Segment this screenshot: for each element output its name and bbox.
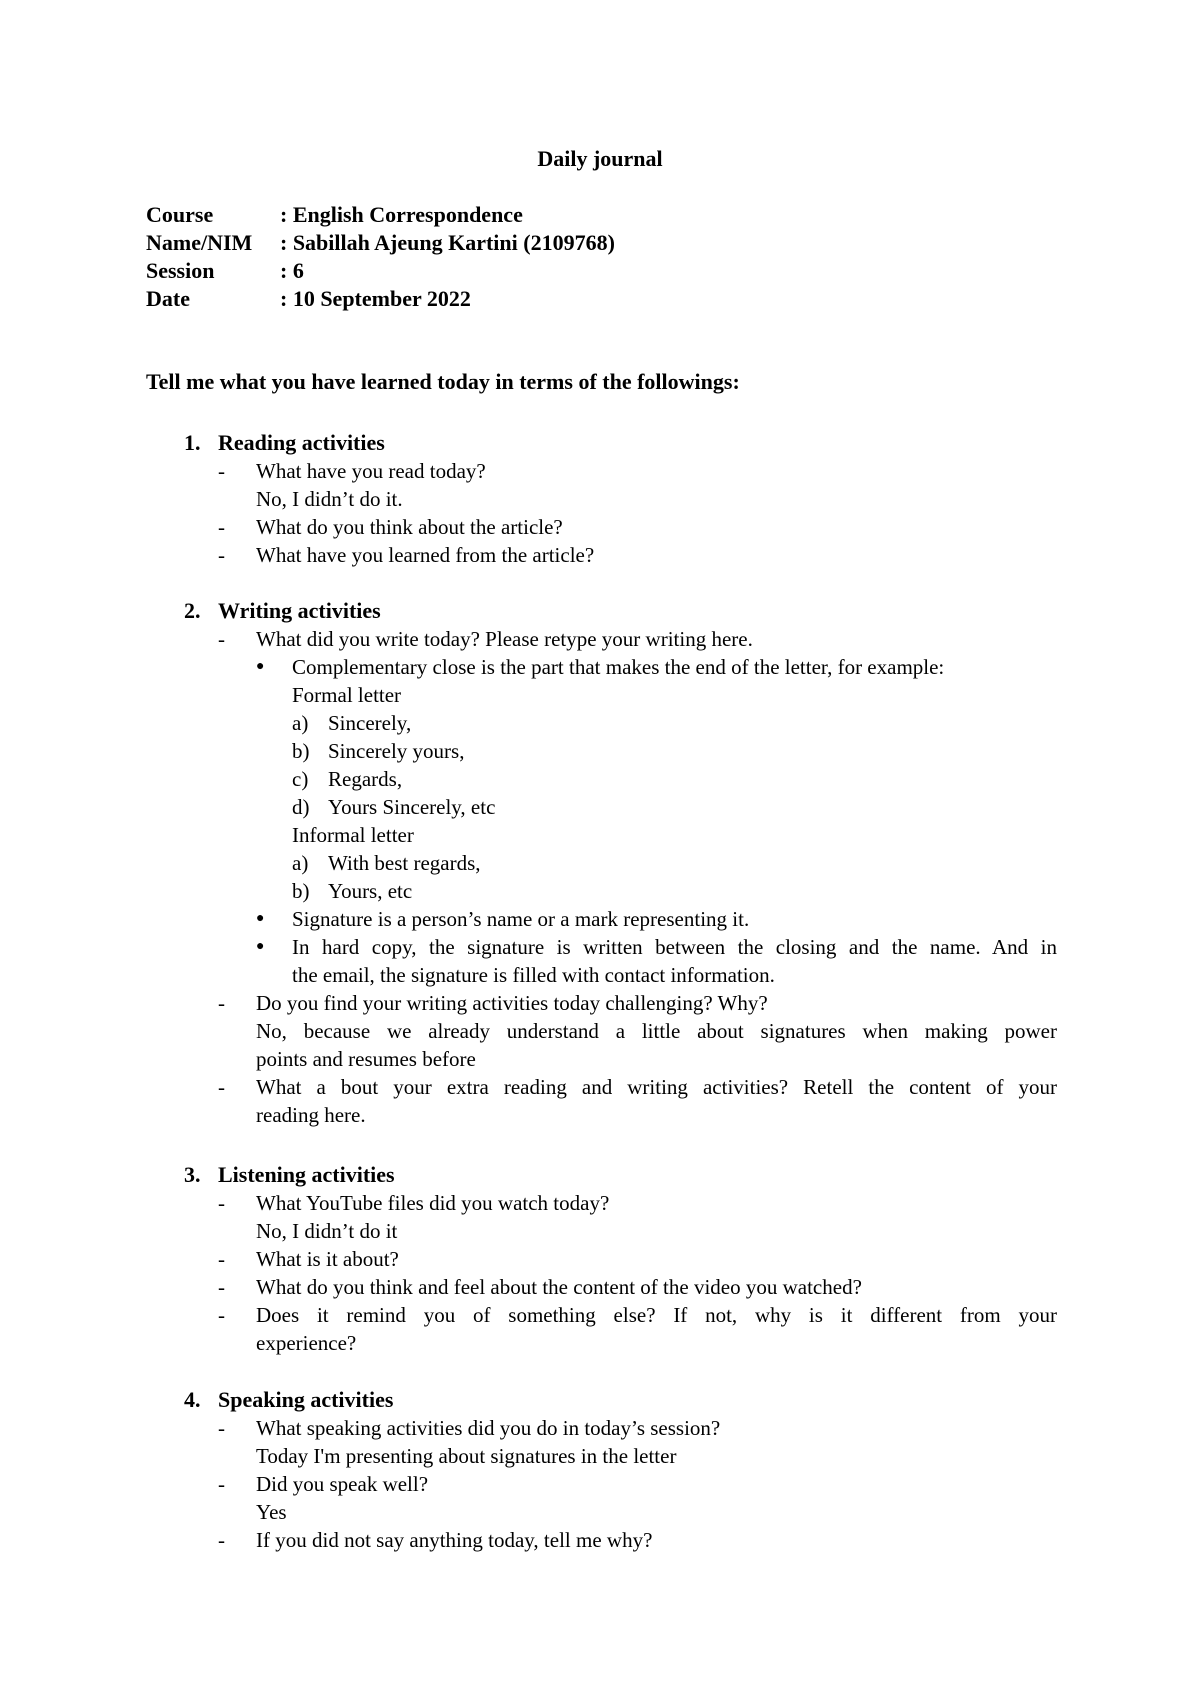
- question-line: [146, 1273, 1066, 1301]
- answer-text: points and resumes before: [256, 1047, 476, 1071]
- answer-line: [146, 1498, 1066, 1526]
- sublist-label-line: [146, 821, 1066, 849]
- sublist-item: [146, 709, 1066, 737]
- bullet-text: the email, the signature is filled with contact information.: [292, 963, 775, 987]
- sublist-mark: b): [292, 879, 310, 903]
- meta-label: Course: [146, 202, 214, 227]
- sublist-mark: a): [292, 711, 309, 735]
- dash-marker: -: [218, 991, 225, 1015]
- sublist-mark: b): [292, 739, 310, 763]
- question-line: [146, 457, 1066, 485]
- section-speaking: [146, 1386, 1066, 1554]
- section-title: Listening activities: [218, 1162, 395, 1187]
- sublist-mark: d): [292, 795, 310, 819]
- answer-text: Yes: [256, 1500, 287, 1524]
- question-continuation: [146, 1101, 1066, 1129]
- section-writing: [146, 597, 1066, 1129]
- dash-marker: -: [218, 1303, 225, 1327]
- sublist-mark: c): [292, 767, 309, 791]
- question-continuation: [146, 1329, 1066, 1357]
- question-line: [146, 989, 1066, 1017]
- dash-marker: -: [218, 1191, 225, 1215]
- question-text: What is it about?: [256, 1247, 399, 1271]
- question-line: [146, 1301, 1066, 1329]
- section-title: Writing activities: [218, 598, 381, 623]
- answer-text: No, I didn’t do it: [256, 1219, 398, 1243]
- dash-marker: -: [218, 459, 225, 483]
- bullet-continuation: [146, 961, 1066, 989]
- section-title: Speaking activities: [218, 1387, 394, 1412]
- meta-value: : 10 September 2022: [280, 286, 471, 311]
- section-heading: [146, 597, 1066, 625]
- bullet-line: [146, 653, 1066, 681]
- sublist-text: Sincerely yours,: [328, 739, 465, 763]
- question-text: What do you think and feel about the content of the video you watched?: [256, 1275, 862, 1299]
- section-heading: [146, 429, 1066, 457]
- question-line: [146, 1245, 1066, 1273]
- sublist-label: Formal letter: [292, 683, 402, 707]
- question-text: What have you learned from the article?: [256, 543, 595, 567]
- meta-label: Session: [146, 258, 215, 283]
- page-title: Daily journal: [537, 146, 663, 171]
- dash-marker: -: [218, 1528, 225, 1552]
- meta-label: Date: [146, 286, 190, 311]
- section-listening: [146, 1161, 1066, 1357]
- meta-value: : Sabillah Ajeung Kartini (2109768): [280, 230, 615, 255]
- sublist-item: [146, 877, 1066, 905]
- question-text: What YouTube files did you watch today?: [256, 1191, 610, 1215]
- bullet-text: Complementary close is the part that makes the end of the letter, for example:: [292, 655, 945, 679]
- meta-value: : English Correspondence: [280, 202, 523, 227]
- section-reading: [146, 429, 1066, 569]
- meta-value: : 6: [280, 258, 304, 283]
- meta-block: [146, 201, 1046, 313]
- bullet-line: [146, 933, 1066, 961]
- journal-prompt: Tell me what you have learned today in terms of the followings:: [146, 369, 740, 394]
- sublist-item: [146, 849, 1066, 877]
- bullet-marker: ●: [256, 911, 265, 926]
- sublist-text: Yours, etc: [328, 879, 413, 903]
- question-text: Does it remind you of something else? If not, why is it different from your: [256, 1303, 1057, 1327]
- meta-row-session: [146, 257, 1046, 285]
- sublist-mark: a): [292, 851, 309, 875]
- meta-row-date: [146, 285, 1046, 313]
- question-line: [146, 1470, 1066, 1498]
- sublist-text: Regards,: [328, 767, 403, 791]
- question-text: If you did not say anything today, tell me why?: [256, 1528, 653, 1552]
- section-number: 4.: [184, 1387, 201, 1412]
- section-number: 1.: [184, 430, 201, 455]
- bullet-text: In hard copy, the signature is written between the closing and the name. And in: [292, 935, 1057, 959]
- dash-marker: -: [218, 1472, 225, 1496]
- dash-marker: -: [218, 1275, 225, 1299]
- dash-marker: -: [218, 627, 225, 651]
- sublist-item: [146, 737, 1066, 765]
- bullet-line: [146, 905, 1066, 933]
- question-text: Do you find your writing activities today challenging? Why?: [256, 991, 768, 1015]
- question-text: What speaking activities did you do in today’s session?: [256, 1416, 721, 1440]
- question-line: [146, 1073, 1066, 1101]
- sublist-text: With best regards,: [328, 851, 481, 875]
- section-number: 2.: [184, 598, 201, 623]
- question-line: [146, 541, 1066, 569]
- dash-marker: -: [218, 1075, 225, 1099]
- answer-text: No, I didn’t do it.: [256, 487, 403, 511]
- bullet-marker: ●: [256, 659, 265, 674]
- question-text: What did you write today? Please retype your writing here.: [256, 627, 753, 651]
- section-heading: [146, 1161, 1066, 1189]
- question-line: [146, 1189, 1066, 1217]
- question-line: [146, 513, 1066, 541]
- meta-row-name: [146, 229, 1046, 257]
- sublist-label: Informal letter: [292, 823, 414, 847]
- answer-line: [146, 1017, 1066, 1045]
- question-text: What a bout your extra reading and writing activities? Retell the content of your: [256, 1075, 1057, 1099]
- meta-row-course: [146, 201, 1046, 229]
- question-line: [146, 1414, 1066, 1442]
- question-line: [146, 1526, 1066, 1554]
- answer-text: Today I'm presenting about signatures in the letter: [256, 1444, 677, 1468]
- question-text: Did you speak well?: [256, 1472, 429, 1496]
- question-line: [146, 625, 1066, 653]
- question-text: What have you read today?: [256, 459, 486, 483]
- meta-label: Name/NIM: [146, 230, 253, 255]
- answer-line: [146, 1217, 1066, 1245]
- sublist-text: Sincerely,: [328, 711, 412, 735]
- dash-marker: -: [218, 1416, 225, 1440]
- sublist-item: [146, 765, 1066, 793]
- sublist-item: [146, 793, 1066, 821]
- dash-marker: -: [218, 1247, 225, 1271]
- bullet-text: Signature is a person’s name or a mark representing it.: [292, 907, 750, 931]
- bullet-marker: ●: [256, 939, 265, 954]
- answer-line: [146, 485, 1066, 513]
- dash-marker: -: [218, 543, 225, 567]
- section-heading: [146, 1386, 1066, 1414]
- question-text: reading here.: [256, 1103, 366, 1127]
- section-number: 3.: [184, 1162, 201, 1187]
- question-text: What do you think about the article?: [256, 515, 563, 539]
- section-title: Reading activities: [218, 430, 385, 455]
- sublist-label-line: [146, 681, 1066, 709]
- answer-line: [146, 1045, 1066, 1073]
- question-text: experience?: [256, 1331, 357, 1355]
- dash-marker: -: [218, 515, 225, 539]
- sublist-text: Yours Sincerely, etc: [328, 795, 496, 819]
- answer-text: No, because we already understand a little about signatures when making power: [256, 1019, 1057, 1043]
- answer-line: [146, 1442, 1066, 1470]
